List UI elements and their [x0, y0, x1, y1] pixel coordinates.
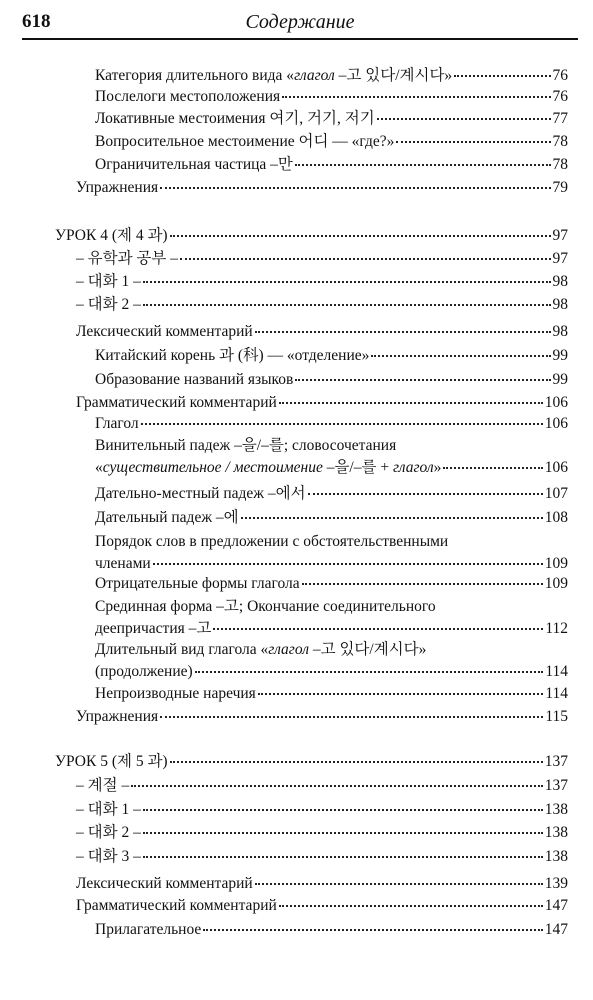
toc-page-number: 106 — [544, 459, 568, 476]
toc-entry — [95, 436, 568, 478]
toc-entry-line — [76, 776, 568, 796]
toc-entry-line — [95, 109, 568, 129]
toc-page-number: 106 — [544, 394, 568, 411]
toc-entry-line — [95, 920, 568, 940]
dot-leader — [170, 761, 543, 763]
toc-entry — [76, 322, 568, 342]
toc-entry-line — [95, 87, 568, 107]
dot-leader — [143, 809, 543, 811]
toc-entry-line — [95, 508, 568, 528]
toc-entry-line — [76, 272, 568, 292]
toc-entry — [76, 707, 568, 727]
toc-entry — [76, 272, 568, 292]
dot-leader — [308, 493, 543, 495]
toc-entry-line — [95, 458, 568, 478]
toc-entry-line — [76, 707, 568, 727]
toc-entry — [95, 109, 568, 129]
toc-page-number: 138 — [544, 848, 568, 865]
toc-page-number: 97 — [552, 227, 568, 244]
dot-leader — [443, 467, 542, 469]
toc-entry-line — [95, 597, 568, 617]
toc-entry-line — [76, 393, 568, 413]
toc-entry-title: Вопросительное местоимение 어디 — «где?» — [95, 133, 395, 150]
toc-entry-line — [95, 66, 568, 86]
toc-entry-line — [76, 847, 568, 867]
toc-entry-line — [76, 800, 568, 820]
toc-entry-line — [95, 640, 568, 660]
toc-page-number: 99 — [552, 347, 568, 364]
dot-leader — [302, 583, 543, 585]
toc-entry — [95, 370, 568, 390]
toc-entry — [95, 532, 568, 574]
toc-page-number: 107 — [544, 485, 568, 502]
toc-entry-line — [95, 574, 568, 594]
toc-entry-title: Упражнения — [76, 708, 159, 725]
toc-entry — [76, 393, 568, 413]
toc-entry-title: «существительное / местоимение –을/–를 + глагол» — [95, 459, 442, 476]
toc-page-number: 112 — [545, 620, 568, 637]
toc-entry-line — [95, 414, 568, 434]
toc-entry — [95, 920, 568, 940]
toc-page-number: 138 — [544, 801, 568, 818]
dot-leader — [258, 693, 544, 695]
toc-page-number: 109 — [544, 575, 568, 592]
toc-entry-title: – 계절 – — [76, 777, 130, 794]
toc-entry-title: – 대화 3 – — [76, 848, 141, 865]
toc-entry — [95, 346, 568, 366]
toc-page-number: 109 — [544, 555, 568, 572]
dot-leader — [371, 355, 550, 357]
toc-page-number: 114 — [545, 685, 568, 702]
toc-entry-title: – 대화 2 – — [76, 296, 141, 313]
toc-entry-line — [95, 619, 568, 639]
toc-entry — [95, 684, 568, 704]
dot-leader — [255, 331, 551, 333]
toc-entry-title: деепричастия –고 — [95, 620, 212, 637]
dot-leader — [255, 883, 543, 885]
toc-entry-title: Прилагательное — [95, 921, 202, 938]
toc-entry-line — [95, 132, 568, 152]
toc-entry-line — [95, 346, 568, 366]
toc-entry-title: Упражнения — [76, 179, 159, 196]
toc-entry-title: – 대화 1 – — [76, 801, 141, 818]
toc-entry-title: Лексический комментарий — [76, 875, 253, 892]
toc-entry — [95, 132, 568, 152]
dot-leader — [143, 832, 543, 834]
toc-entry-title: – 대화 2 – — [76, 824, 141, 841]
toc-entry-title: Китайский корень 과 (科) — «отделение» — [95, 347, 370, 364]
dot-leader — [295, 379, 550, 381]
toc-entry — [76, 823, 568, 843]
toc-entry-title: Срединная форма –고; Окончание соединительного — [95, 598, 436, 615]
toc-page-number: 114 — [545, 663, 568, 680]
dot-leader — [170, 235, 551, 237]
toc-entry-title: Категория длительного вида «глагол –고 있다/계시다» — [95, 67, 453, 84]
toc-entry-title: – 유학과 공부 – — [76, 250, 178, 267]
toc-entry — [95, 87, 568, 107]
toc-page-number: 98 — [552, 323, 568, 340]
toc-entry-line — [76, 322, 568, 342]
toc-entry-title: УРОК 4 (제 4 과) — [55, 227, 168, 244]
toc-entry-title: Отрицательные формы глагола — [95, 575, 300, 592]
toc-entry-line — [95, 532, 568, 552]
toc-entry-line — [55, 752, 568, 772]
toc-entry-title: Лексический комментарий — [76, 323, 253, 340]
toc-entry-line — [76, 874, 568, 894]
page-title: Содержание — [245, 11, 355, 33]
toc-entry — [76, 178, 568, 198]
toc-entry-title: Порядок слов в предложении с обстоятельственными — [95, 533, 449, 550]
toc-page-number: 98 — [552, 273, 568, 290]
toc-entry-title: Дательно-местный падеж –에서 — [95, 485, 306, 502]
dot-leader — [160, 187, 550, 189]
dot-leader — [213, 628, 543, 630]
dot-leader — [131, 785, 543, 787]
toc-entry — [95, 597, 568, 639]
toc-entry-line — [95, 436, 568, 456]
toc-entry — [95, 574, 568, 594]
toc-entry-title: Ограничительная частица –만 — [95, 156, 293, 173]
toc-entry-title: Локативные местоимения 여기, 거기, 저기 — [95, 110, 375, 127]
toc-entry-title: Длительный вид глагола «глагол –고 있다/계시다» — [95, 641, 427, 658]
toc-entry — [95, 508, 568, 528]
toc-entry-title: УРОК 5 (제 5 과) — [55, 753, 168, 770]
toc-entry-title: Образование названий языков — [95, 371, 294, 388]
page-header — [22, 8, 578, 40]
dot-leader — [279, 402, 543, 404]
toc-entry-title: Грамматический комментарий — [76, 394, 277, 411]
toc-entry-title: Глагол — [95, 415, 139, 432]
toc-entry — [95, 155, 568, 175]
dot-leader — [454, 75, 550, 77]
dot-leader — [203, 929, 542, 931]
toc-page-number: 137 — [544, 777, 568, 794]
toc-entry-line — [76, 249, 568, 269]
toc-entry — [76, 776, 568, 796]
toc-entry-line — [95, 684, 568, 704]
dot-leader — [180, 258, 551, 260]
dot-leader — [141, 423, 543, 425]
dot-leader — [143, 856, 543, 858]
dot-leader — [143, 281, 551, 283]
toc-entry-line — [95, 484, 568, 504]
toc-entry — [95, 640, 568, 682]
toc-entry — [76, 295, 568, 315]
dot-leader — [195, 671, 544, 673]
toc-page-number: 78 — [552, 156, 568, 173]
toc-page-number: 98 — [552, 296, 568, 313]
toc-entry-title: Грамматический комментарий — [76, 897, 277, 914]
toc-entry-line — [95, 155, 568, 175]
toc-page-number: 78 — [552, 133, 568, 150]
toc-page-number: 139 — [544, 875, 568, 892]
toc-entry-title: Послелоги местоположения — [95, 88, 281, 105]
toc-entry-line — [95, 554, 568, 574]
toc-page-number: 147 — [544, 897, 568, 914]
toc-entry — [76, 874, 568, 894]
dot-leader — [241, 517, 543, 519]
toc-page-number: 147 — [544, 921, 568, 938]
toc-page-number: 79 — [552, 179, 568, 196]
toc-entry — [76, 800, 568, 820]
toc-page-number: 115 — [545, 708, 568, 725]
toc-entry-line — [76, 823, 568, 843]
dot-leader — [282, 96, 550, 98]
toc-entry — [55, 752, 568, 772]
toc-entry — [76, 847, 568, 867]
page-number: 618 — [22, 11, 51, 32]
toc-entry — [95, 414, 568, 434]
toc-page-number: 77 — [552, 110, 568, 127]
dot-leader — [160, 716, 543, 718]
toc-entry-title: Непроизводные наречия — [95, 685, 256, 702]
dot-leader — [396, 141, 550, 143]
toc-entry-title: – 대화 1 – — [76, 273, 141, 290]
toc-entry-line — [95, 662, 568, 682]
toc-entry-line — [95, 370, 568, 390]
toc-page-number: 76 — [552, 67, 568, 84]
toc-entry-title: (продолжение) — [95, 663, 193, 680]
dot-leader — [153, 563, 543, 565]
dot-leader — [143, 304, 551, 306]
toc-entry-line — [55, 226, 568, 246]
toc-entry-title: Винительный падеж –을/–를; словосочетания — [95, 437, 397, 454]
toc-page-number: 108 — [544, 509, 568, 526]
toc-entry — [95, 484, 568, 504]
dot-leader — [279, 905, 543, 907]
toc-page-number: 137 — [544, 753, 568, 770]
toc-entry-line — [76, 295, 568, 315]
toc-page-number: 106 — [544, 415, 568, 432]
toc-entry-line — [76, 896, 568, 916]
toc-page-number: 97 — [552, 250, 568, 267]
toc-page-number: 76 — [552, 88, 568, 105]
toc-entry — [76, 249, 568, 269]
toc-entry-title: Дательный падеж –에 — [95, 509, 239, 526]
toc-entry-title: членами — [95, 555, 151, 572]
dot-leader — [377, 118, 551, 120]
dot-leader — [295, 164, 551, 166]
toc-page-number: 138 — [544, 824, 568, 841]
toc-entry — [76, 896, 568, 916]
toc-page-number: 99 — [552, 371, 568, 388]
toc-entry — [55, 226, 568, 246]
toc-entry — [95, 66, 568, 86]
toc-entry-line — [76, 178, 568, 198]
